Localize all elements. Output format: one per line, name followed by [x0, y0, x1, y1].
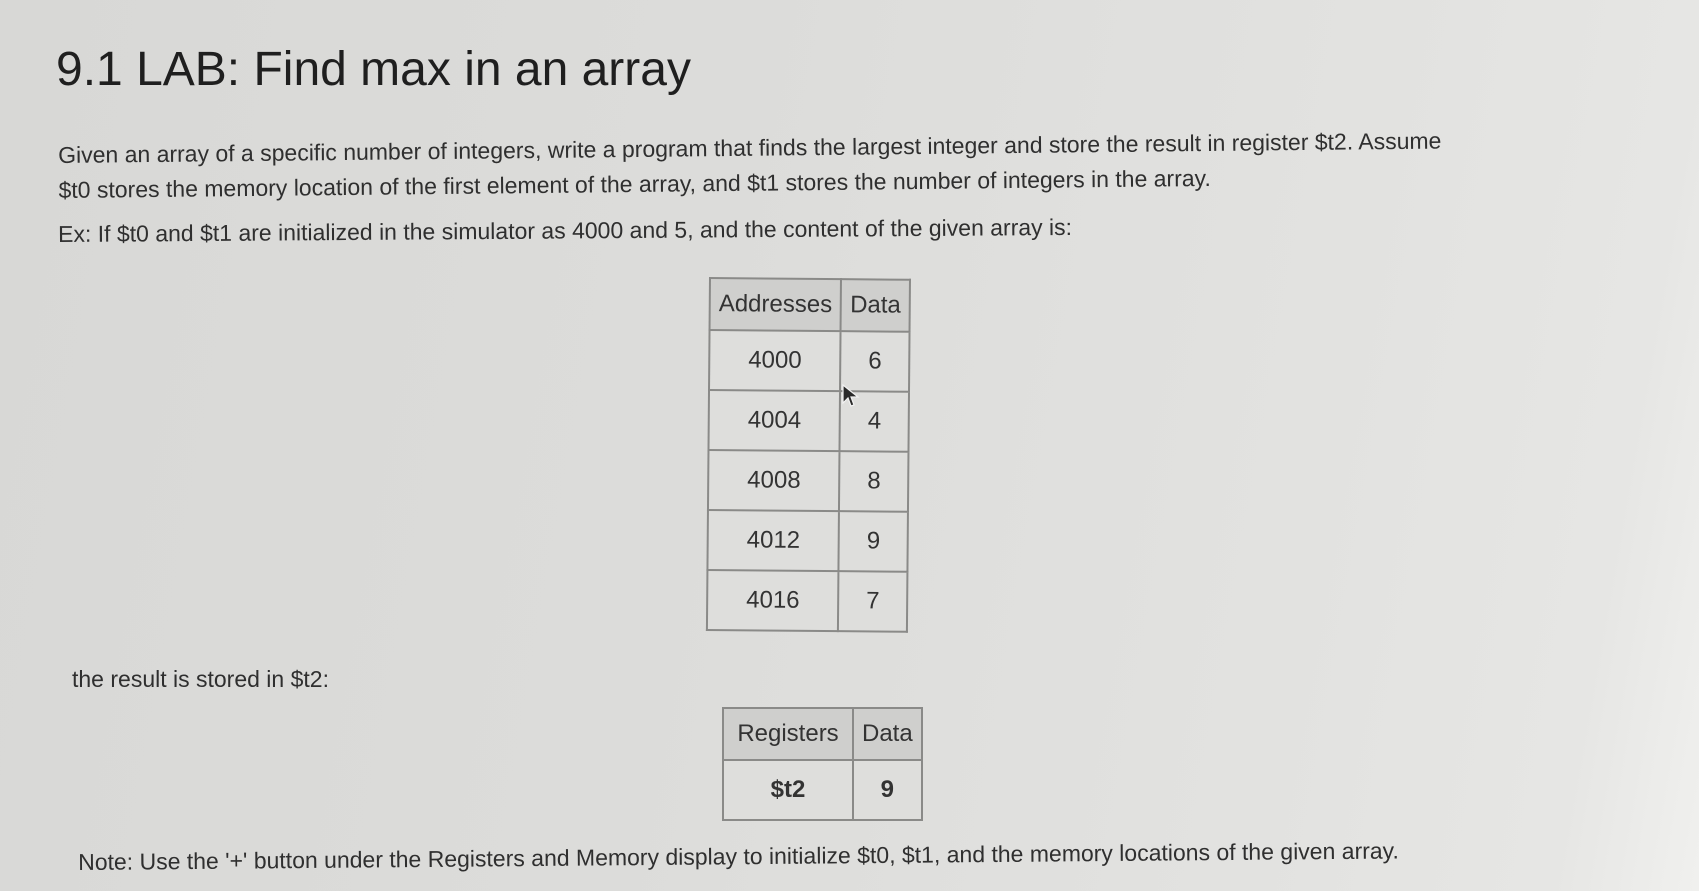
- intro-line-2: $t0 stores the memory location of the first element of the array, and $t1 stores the number of integers in the array.: [58, 164, 1211, 203]
- data-cell: 4: [840, 391, 909, 452]
- address-cell: 4008: [708, 450, 840, 511]
- data-cell: 8: [839, 451, 908, 512]
- table-row: [723, 760, 922, 820]
- note-text: Note: Use the '+' button under the Registers and Memory display to initialize $t0, $t1, and the memory locations of the given array.: [78, 837, 1399, 875]
- address-cell: 4012: [707, 510, 839, 571]
- page-title: 9.1 LAB: Find max in an array: [56, 43, 691, 96]
- data-header: Data: [841, 279, 910, 332]
- example-text: Ex: If $t0 and $t1 are initialized in the simulator as 4000 and 5, and the content of the given array is:: [58, 213, 1073, 247]
- data-cell: 9: [839, 511, 908, 572]
- data-cell: 9: [853, 760, 922, 820]
- result-text: the result is stored in $t2:: [72, 666, 329, 692]
- address-cell: 4004: [708, 390, 840, 451]
- table-row: [707, 570, 908, 632]
- table-row: [708, 390, 909, 452]
- table-row: [708, 450, 909, 512]
- address-cell: 4016: [707, 570, 839, 631]
- data-header: Data: [853, 708, 922, 760]
- intro-paragraph: [58, 124, 1442, 208]
- data-cell: 6: [840, 331, 909, 392]
- address-cell: 4000: [709, 330, 841, 391]
- mouse-pointer-icon: [840, 383, 860, 409]
- registers-header: Registers: [723, 708, 853, 760]
- data-cell: 7: [838, 571, 907, 632]
- register-table-header-row: [723, 708, 922, 760]
- register-table: [722, 707, 923, 821]
- table-row: [707, 510, 908, 572]
- register-cell: $t2: [723, 760, 853, 820]
- table-row: [709, 330, 910, 392]
- memory-table: [706, 277, 911, 633]
- memory-table-header-row: [710, 278, 911, 332]
- intro-line-1: Given an array of a specific number of integers, write a program that finds the largest integer and store the result in register $t2. Assume: [58, 127, 1442, 168]
- addresses-header: Addresses: [710, 278, 842, 331]
